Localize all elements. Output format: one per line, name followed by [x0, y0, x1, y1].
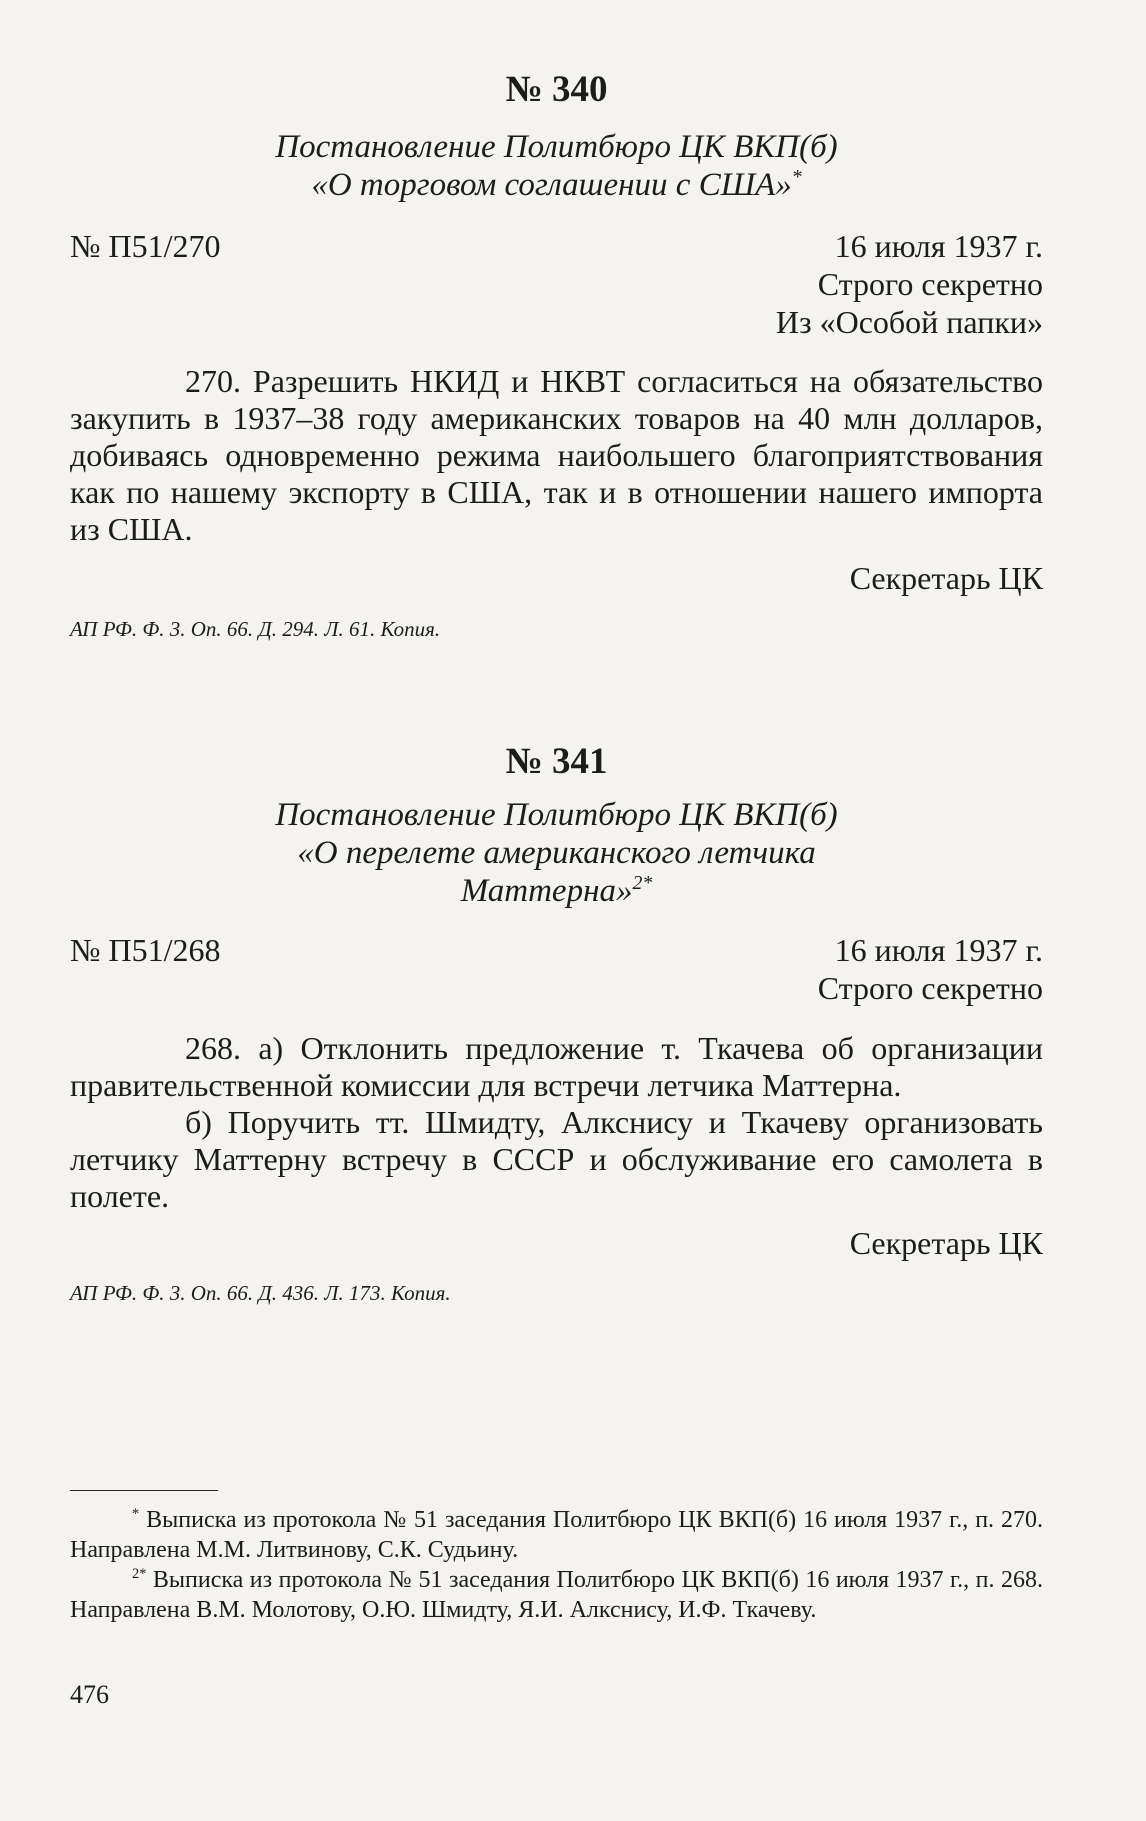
doc-340-title-line1: Постановление Политбюро ЦК ВКП(б): [275, 129, 838, 165]
doc-341-title-line1: Постановление Политбюро ЦК ВКП(б): [275, 797, 838, 833]
doc-341-ref: № П51/268: [70, 932, 221, 968]
doc-341-title: [70, 796, 1043, 910]
doc-341-paragraph-a: 268. а) Отклонить предложение т. Ткачева об организации правительственной комиссии для встречи летчика Маттерна.: [70, 1030, 1043, 1103]
footnote-2: $^{2*}$ Выписка из протокола № 51 заседания Политбюро ЦК ВКП(б) 16 июля 1937 г., п. 268. Направлена В.М. Молотову, О.Ю. Шмидту, Я.И. Алкснису, И.Ф. Ткачеву.: [70, 1566, 1043, 1623]
doc-341-classification: Строго секретно: [817, 970, 1043, 1006]
footnote-mark: *: [791, 166, 802, 188]
doc-341-number: № 341: [505, 741, 608, 782]
doc-341-signature: Секретарь ЦК: [849, 1225, 1043, 1261]
footnote-1: * Выписка из протокола № 51 заседания Политбюро ЦК ВКП(б) 16 июля 1937 г., п. 270. Направлена М.М. Литвинову, С.К. Судьину.: [70, 1506, 1043, 1563]
doc-340-number: № 340: [505, 69, 608, 110]
footnote-mark: 2*: [632, 872, 653, 894]
doc-340-classification: Строго секретно: [817, 266, 1043, 302]
doc-340-paragraph: 270. Разрешить НКИД и НКВТ согласиться на обязательство закупить в 1937–38 году американских товаров на 40 млн долларов, добиваясь одновременно режима наибольшего благоприятствования как по нашему экспорту в США, так и в отношении нашего импорта из США.: [70, 363, 1043, 547]
doc-341-title-line3: Маттерна»$^{2*}$: [460, 872, 653, 909]
doc-340-date: 16 июля 1937 г.: [834, 228, 1043, 264]
doc-341-title-line2: «О перелете американского летчика: [297, 835, 816, 871]
doc-341-paragraph-b: б) Поручить тт. Шмидту, Алкснису и Ткачеву организовать летчику Маттерну встречу в СССР и обслуживание его самолета в полете.: [70, 1104, 1043, 1214]
doc-340-folder: Из «Особой папки»: [775, 304, 1043, 340]
footnote-divider: [70, 1490, 218, 1491]
document-page: [70, 0, 1043, 1821]
doc-341-date: 16 июля 1937 г.: [834, 932, 1043, 968]
doc-340-ref: № П51/270: [70, 228, 221, 264]
doc-341-archive: АП РФ. Ф. 3. Оп. 66. Д. 436. Л. 173. Копия.: [70, 1281, 451, 1305]
doc-340-title-line2: «О торговом соглашении с США»*: [311, 166, 802, 203]
doc-340-title: [70, 128, 1043, 204]
page-number: 476: [70, 1680, 109, 1709]
doc-340-signature: Секретарь ЦК: [849, 560, 1043, 596]
doc-340-archive: АП РФ. Ф. 3. Оп. 66. Д. 294. Л. 61. Копия.: [70, 617, 441, 641]
